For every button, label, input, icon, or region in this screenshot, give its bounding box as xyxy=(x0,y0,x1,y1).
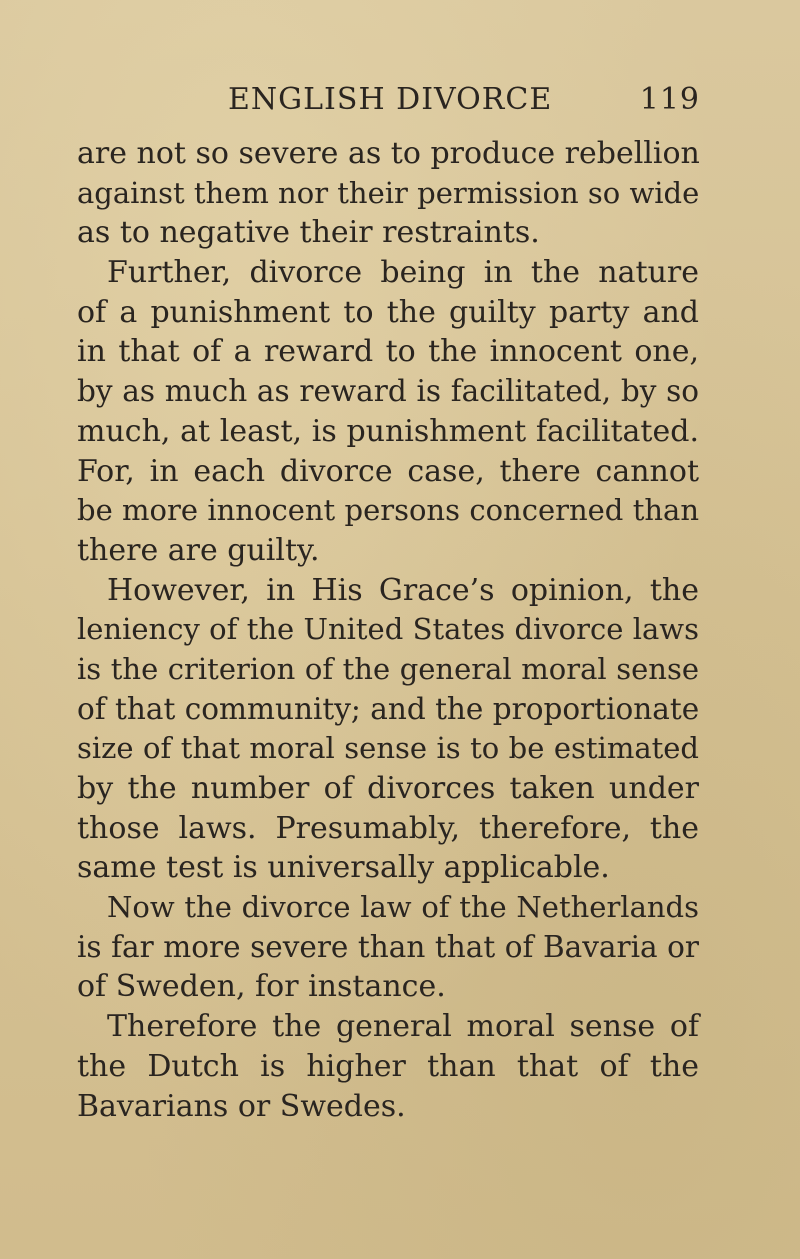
text-line: of Sweden, for instance. xyxy=(77,969,446,1005)
running-title: ENGLISH DIVORCE xyxy=(228,82,553,117)
text-line: of that community; and the proportionate xyxy=(77,691,700,726)
text-line: However, in His Grace’s opinion, the xyxy=(107,572,699,608)
text-line: much, at least, is punishment facilitated. xyxy=(77,413,699,449)
text-line: are not so severe as to produce rebellion xyxy=(77,136,700,171)
text-line: same test is universally applicable. xyxy=(77,850,610,886)
text-line: Therefore the general moral sense of xyxy=(107,1009,699,1045)
text-line: leniency of the United States divorce laws xyxy=(77,612,699,647)
page-number: 119 xyxy=(639,82,700,117)
text-line: of a punishment to the guilty party and xyxy=(77,294,699,330)
text-line: against them nor their permission so wide xyxy=(77,175,700,210)
text-line: is the criterion of the general moral sense xyxy=(77,651,699,686)
text-line: by the number of divorces taken under xyxy=(77,771,699,806)
text-line: the Dutch is higher than that of the xyxy=(77,1048,699,1084)
text-line: Now the divorce law of the Netherlands xyxy=(107,890,699,925)
body-text xyxy=(77,134,699,1126)
text-line: size of that moral sense is to be estimated xyxy=(77,731,699,766)
running-head xyxy=(0,80,800,120)
text-line: is far more severe than that of Bavaria or xyxy=(77,929,699,964)
text-line: those laws. Presumably, therefore, the xyxy=(77,810,699,846)
text-line: as to negative their restraints. xyxy=(77,215,540,251)
text-line: in that of a reward to the innocent one, xyxy=(77,334,699,370)
text-line: by as much as reward is facilitated, by so xyxy=(77,374,699,409)
text-line: Further, divorce being in the nature xyxy=(107,255,699,291)
text-line: be more innocent persons concerned than xyxy=(77,493,699,528)
text-line: For, in each divorce case, there cannot xyxy=(77,453,699,489)
text-line: Bavarians or Swedes. xyxy=(77,1088,406,1124)
text-line: there are guilty. xyxy=(77,532,320,568)
